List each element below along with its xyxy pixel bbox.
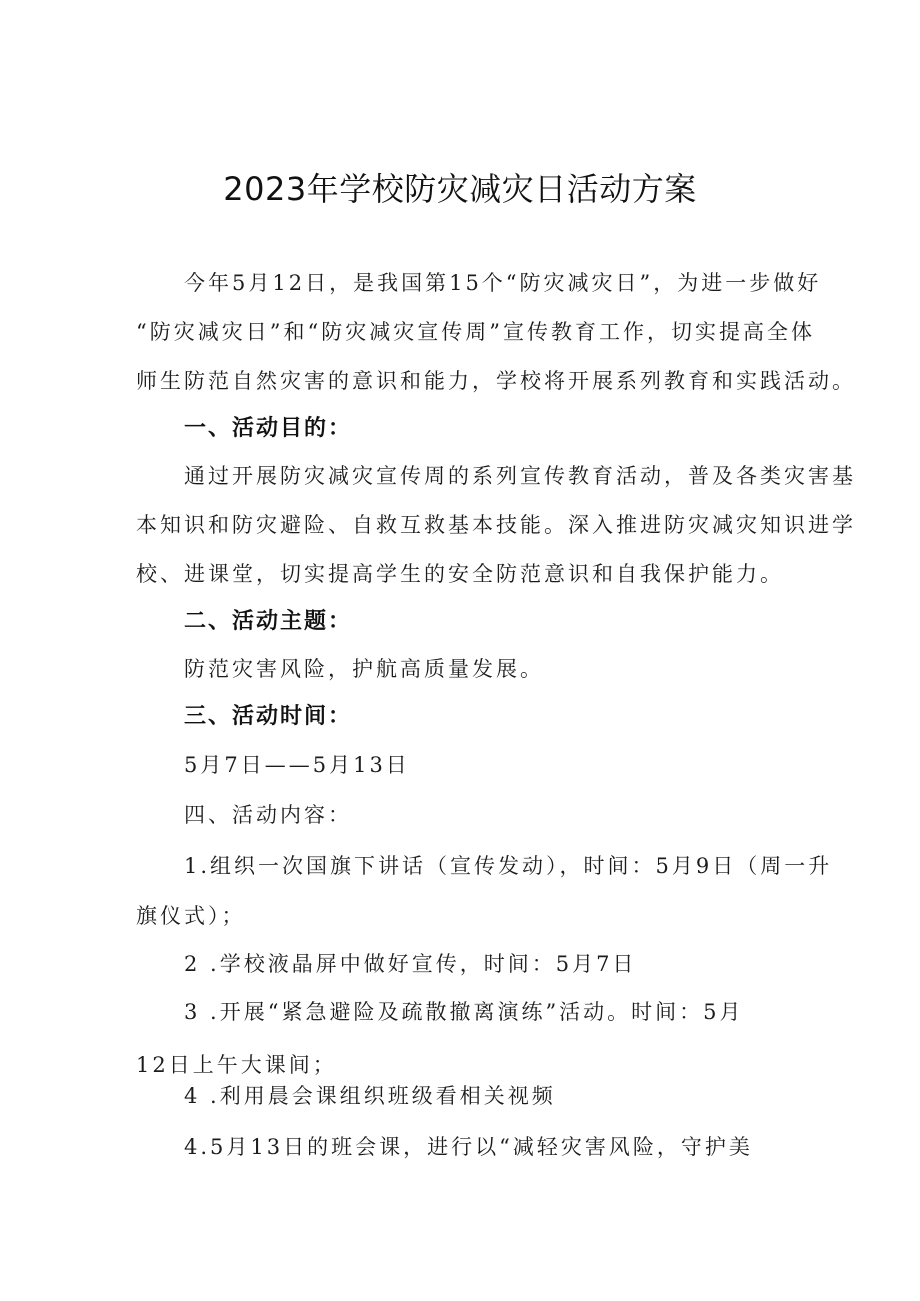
purpose-line-1: 通过开展防灾减灾宣传周的系列宣传教育活动，普及各类灾害基: [184, 464, 856, 488]
section-heading-time: 三、活动时间：: [184, 704, 353, 729]
purpose-line-3: 校、进课堂，切实提高学生的安全防范意识和自我保护能力。: [136, 562, 784, 586]
intro-line-1: 今年5月12日，是我国第15个“防灾减灾日”，为进一步做好: [184, 271, 822, 295]
section-heading-theme: 二、活动主题：: [184, 609, 353, 634]
section-heading-content: 四、活动内容：: [184, 803, 352, 827]
content-item-4: 4 .利用晨会课组织班级看相关视频: [184, 1084, 556, 1108]
time-text: 5月7日——5月13日: [184, 753, 410, 777]
intro-line-3: 师生防范自然灾害的意识和能力，学校将开展系列教育和实践活动。: [136, 369, 856, 393]
content-item-2: 2 .学校液晶屏中做好宣传，时间：5月7日: [184, 952, 637, 976]
content-item-1: 1.组织一次国旗下讲话（宣传发动），时间：5月9日（周一升: [184, 854, 833, 878]
content-item-3-cont: 12日上午大课间；: [136, 1053, 337, 1077]
content-item-5: 4.5月13日的班会课，进行以“减轻灾害风险，守护美: [184, 1135, 753, 1159]
purpose-line-2: 本知识和防灾避险、自救互救基本技能。深入推进防灾减灾知识进学: [136, 513, 856, 537]
document-title: 2023年学校防灾减灾日活动方案: [223, 170, 697, 208]
theme-text: 防范灾害风险，护航高质量发展。: [184, 657, 544, 681]
intro-line-2: “防灾减灾日”和“防灾减灾宣传周”宣传教育工作，切实提高全体: [136, 320, 815, 344]
content-item-3: 3 .开展“紧急避险及疏散撤离演练”活动。时间：5月: [184, 1000, 744, 1024]
content-item-1-cont: 旗仪式）；: [136, 904, 246, 928]
section-heading-purpose: 一、活动目的：: [184, 416, 353, 441]
